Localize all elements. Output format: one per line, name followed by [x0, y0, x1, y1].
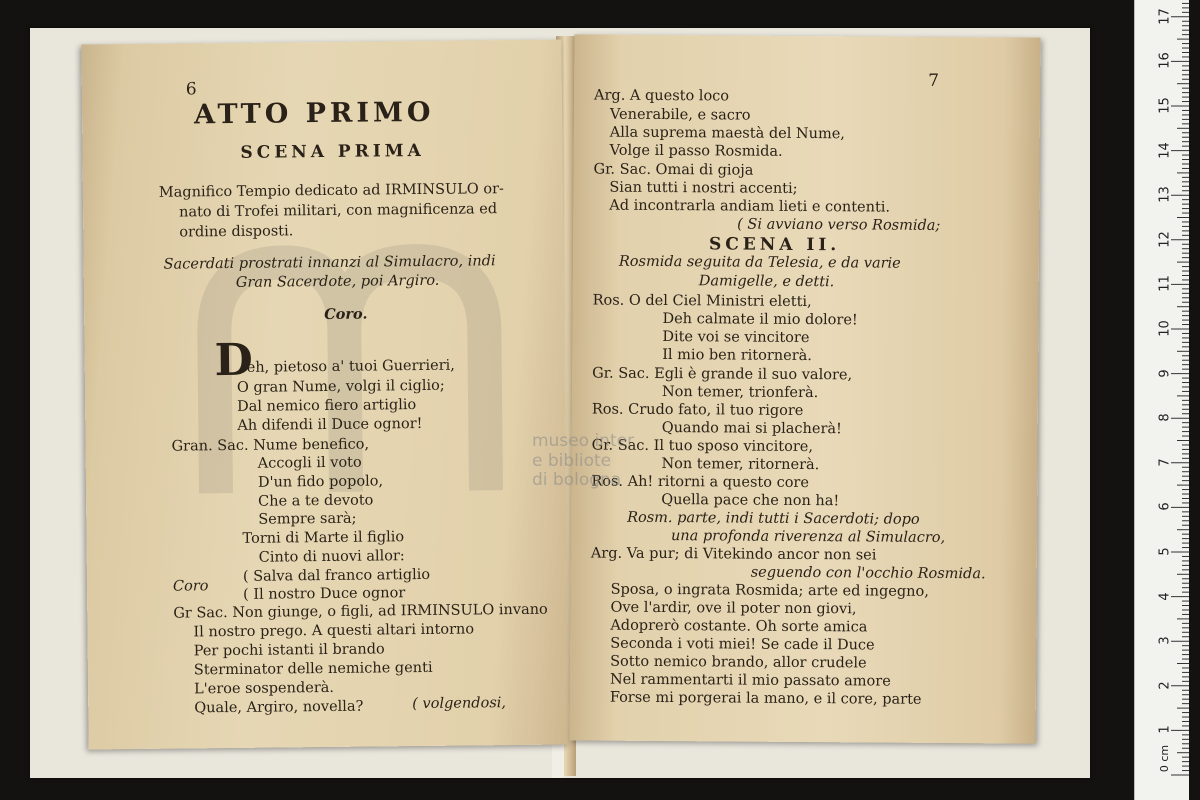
- scene-title: SCENA PRIMA: [240, 140, 425, 163]
- verse-line: L'eroe sospenderà.: [193, 679, 335, 698]
- ruler-number: 15: [1157, 97, 1173, 114]
- verse-line: Arg. Va pur; di Vitekindo ancor non sei: [590, 545, 877, 564]
- verse-line: Quella pace che non ha!: [661, 491, 840, 510]
- ruler-number: 8: [1157, 413, 1173, 422]
- page-number: 6: [185, 79, 197, 100]
- ruler-number: 17: [1157, 8, 1173, 25]
- ruler-number: 9: [1157, 368, 1173, 378]
- verse-line: Ove l'ardir, ove il poter non giovi,: [610, 599, 857, 618]
- verse-line: Quando mai si placherà!: [661, 420, 842, 438]
- verse-line: Sterminator delle nemiche genti: [193, 659, 433, 679]
- speaker-label: Coro: [172, 578, 209, 595]
- verse-line: Non temer, trionferà.: [661, 384, 819, 402]
- verse-line: Sempre sarà;: [258, 510, 357, 528]
- verse-line: Ros. Crudo fato, il tuo rigore: [591, 401, 804, 419]
- stage-direction: Damigelle, e detti.: [698, 273, 835, 291]
- act-title: ATTO PRIMO: [193, 96, 435, 131]
- left-page: [81, 40, 568, 750]
- watermark-line: di bologna: [532, 470, 622, 491]
- setting-line: ordine disposti.: [179, 223, 294, 241]
- right-page: [570, 34, 1041, 743]
- verse-line: Forse mi porgerai la mano, e il core, parte: [609, 689, 922, 708]
- stage-direction: Rosmida seguita da Telesia, e da varie: [618, 253, 901, 272]
- verse-line: Adoprerò costante. Oh sorte amica: [610, 617, 868, 636]
- verse-line: Deh calmate il mio dolore!: [662, 311, 858, 329]
- verse-line: Ah difendi il Duce ognor!: [237, 415, 423, 434]
- verse-line: Sotto nemico brando, allor crudele: [610, 653, 867, 672]
- ruler-number: 12: [1157, 231, 1173, 248]
- ruler-number: 10: [1157, 320, 1173, 337]
- verse-line: ( Il nostro Duce ognor: [243, 585, 406, 603]
- verse-line: Alla suprema maestà del Nume,: [609, 124, 845, 143]
- verse-line: Non temer, ritornerà.: [661, 456, 820, 474]
- ruler-number: 1: [1157, 725, 1173, 735]
- stage-direction: Sacerdati prostrati innanzi al Simulacro, indi: [163, 253, 496, 273]
- drop-cap: D: [214, 334, 254, 387]
- stage-direction: ( Si avviano verso Rosmida;: [737, 216, 941, 234]
- verse-line: Ros. O del Ciel Ministri eletti,: [592, 292, 812, 311]
- ruler-number: 4: [1157, 591, 1173, 601]
- verse-line: Gr. Sac. Omai di gioja: [593, 161, 754, 179]
- verse-line: Dal nemico fiero artiglio: [237, 397, 417, 415]
- verse-line: Per pochi istanti il brando: [193, 641, 385, 660]
- verse-line: Sian tutti i nostri accenti;: [609, 179, 798, 197]
- verse-line: Gran. Sac. Nume benefico,: [171, 436, 370, 455]
- verse-line: Ros. Ah! ritorni a questo core: [591, 473, 810, 492]
- verse-line: Gr. Sac. Egli è grande il suo valore,: [592, 365, 853, 384]
- verse-line: Quale, Argiro, novella?: [194, 698, 364, 717]
- verse-line: Ad incontrarla andiam lieti e contenti.: [609, 197, 891, 216]
- ruler-number: 6: [1157, 502, 1173, 512]
- verse-line: Venerabile, e sacro: [609, 106, 751, 124]
- verse-line: Che a te devoto: [258, 492, 374, 510]
- verse-line: Arg. A questo loco: [593, 87, 730, 105]
- ruler-number: 14: [1157, 141, 1173, 159]
- verse-line: Seconda i voti miei! Se cade il Duce: [610, 635, 875, 654]
- stage-direction: Rosm. parte, indi tutti i Sacerdoti; dopo: [627, 509, 920, 528]
- scale-ruler: [1134, 0, 1189, 800]
- verse-line: Il nostro prego. A questi altari intorno: [193, 621, 475, 641]
- watermark-line: museo inter: [532, 431, 635, 451]
- verse-line: D'un fido popolo,: [257, 473, 384, 491]
- ruler-number: 13: [1157, 186, 1173, 203]
- verse-line: O gran Nume, volgi il ciglio;: [236, 377, 445, 396]
- verse-line: ( Salva dal franco artiglio: [242, 566, 431, 585]
- verse-line: Accogli il voto: [257, 454, 362, 472]
- verse-line: Torni di Marte il figlio: [242, 529, 405, 547]
- ruler-unit-label: 0 cm: [1158, 744, 1172, 773]
- ruler-number: 2: [1157, 681, 1173, 690]
- scene-title: SCENA II.: [708, 234, 841, 256]
- verse-line: Volge il passo Rosmida.: [609, 142, 783, 160]
- ruler-number: 11: [1157, 275, 1173, 293]
- ruler-number: 16: [1157, 52, 1173, 70]
- ruler-number: 3: [1157, 636, 1173, 645]
- coro-heading: Coro.: [324, 305, 368, 324]
- stage-direction: ( volgendosi,: [412, 695, 507, 713]
- verse-line: Nel rammentarti il mio passato amore: [609, 671, 891, 690]
- verse-line: Sposa, o ingrata Rosmida; arte ed ingegno,: [610, 581, 929, 600]
- stage-direction: una profonda riverenza al Simulacro,: [670, 528, 946, 546]
- verse-line: eh, pietoso a' tuoi Guerrieri,: [246, 357, 455, 376]
- verse-line: Gr. Sac. Il tuo sposo vincitore,: [591, 437, 814, 456]
- page-number: 7: [928, 70, 940, 91]
- ruler-number: 7: [1157, 458, 1173, 467]
- ruler-number: 5: [1157, 547, 1173, 556]
- setting-line: Magnifico Tempio dedicato ad IRMINSULO or-: [158, 181, 504, 201]
- verse-line: Cinto di nuovi allor:: [258, 548, 405, 566]
- setting-line: nato di Trofei militari, con magnificenza ed: [179, 201, 498, 221]
- verse-line: Il mio ben ritornerà.: [662, 347, 812, 365]
- watermark-text: [532, 432, 634, 491]
- stage-direction: Gran Sacerdote, poi Argiro.: [235, 272, 440, 291]
- verse-line: Gr Sac. Non giunge, o figli, ad IRMINSULO invano: [173, 601, 548, 622]
- watermark-line: e bibliote: [532, 450, 612, 471]
- verse-line: Dite voi se vincitore: [662, 329, 810, 347]
- stage-direction: seguendo con l'occhio Rosmida.: [750, 564, 986, 583]
